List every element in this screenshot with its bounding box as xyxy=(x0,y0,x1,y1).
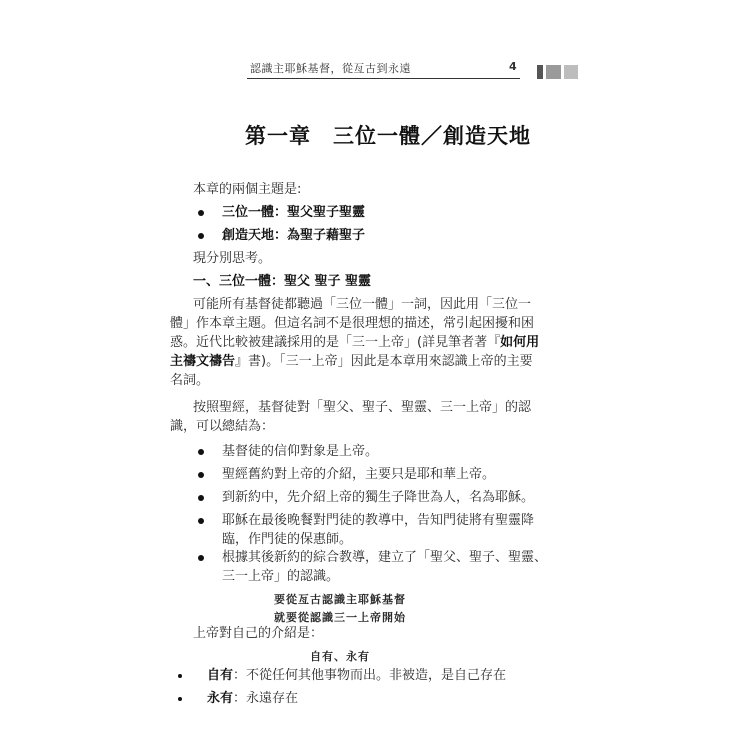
thumb-tab-mid xyxy=(546,65,561,79)
paragraph-line: 體」作本章主題。但這名詞不是很理想的描述，常引起困擾和困 xyxy=(170,316,535,331)
list-item: 耶穌在最後晚餐對門徒的教導中，告知門徒將有聖靈降 xyxy=(222,513,535,528)
list-bullet-icon xyxy=(198,555,204,561)
list-item: 根據其後新約的綜合教導，建立了「聖父、聖子、聖靈、 xyxy=(222,550,548,565)
thumb-tab-dark xyxy=(537,65,543,79)
theme-item: 三位一體：聖父聖子聖靈 xyxy=(222,205,366,220)
definition-bullet-icon xyxy=(178,674,182,678)
paragraph-line: 按照聖經，基督徒對「聖父、聖子、聖靈、三一上帝」的認 xyxy=(193,400,532,415)
paragraph-line: 識，可以總結為： xyxy=(170,419,275,434)
definition-item: 自有：不從任何其他事物而出。非被造，是自己存在 xyxy=(207,668,507,683)
list-item-continuation: 臨，作門徒的保惠師。 xyxy=(222,532,353,547)
list-bullet-icon xyxy=(198,449,204,455)
theme-bullet-icon xyxy=(198,210,204,216)
thumb-tab-light xyxy=(564,65,578,79)
self-intro-text: 上帝對自己的介紹是： xyxy=(193,626,324,641)
definition-item: 永有：永遠存在 xyxy=(207,691,299,706)
intro-text: 本章的兩個主題是: xyxy=(193,182,302,197)
header-rule xyxy=(247,78,520,79)
list-bullet-icon xyxy=(198,495,204,501)
paragraph-line: 可能所有基督徒都聽過「三位一體」一詞，因此用「三位一 xyxy=(193,297,532,312)
section-heading: 一、三位一體：聖父 聖子 聖靈 xyxy=(193,274,372,289)
running-header-title: 認識主耶穌基督，從亙古到永遠 xyxy=(250,62,411,75)
consider-text: 現分別思考。 xyxy=(193,251,272,266)
paragraph-line: 惑。近代比較被建議採用的是「三一上帝」(詳見筆者著『如何用 xyxy=(170,335,540,350)
page-number: 4 xyxy=(509,60,517,73)
list-item: 基督徒的信仰對象是上帝。 xyxy=(222,444,379,459)
list-item-continuation: 三一上帝」的認識。 xyxy=(222,569,340,584)
chapter-title: 第一章 三位一體／創造天地 xyxy=(245,123,531,148)
callout-line: 要從亙古認識主耶穌基督 xyxy=(274,593,406,606)
callout-line: 就要從認識三一上帝開始 xyxy=(274,611,406,624)
list-bullet-icon xyxy=(198,518,204,524)
theme-item: 創造天地：為聖子藉聖子 xyxy=(222,228,366,243)
theme-bullet-icon xyxy=(198,233,204,239)
list-bullet-icon xyxy=(198,472,204,478)
subheading: 自有、永有 xyxy=(310,650,370,663)
list-item: 到新約中，先介紹上帝的獨生子降世為人，名為耶穌。 xyxy=(222,490,535,505)
definition-bullet-icon xyxy=(178,697,182,701)
list-item: 聖經舊約對上帝的介紹，主要只是耶和華上帝。 xyxy=(222,467,496,482)
paragraph-line: 主禱文禱告』書)。「三一上帝」因此是本章用來認識上帝的主要 xyxy=(170,354,533,369)
paragraph-line: 名詞。 xyxy=(170,373,210,388)
